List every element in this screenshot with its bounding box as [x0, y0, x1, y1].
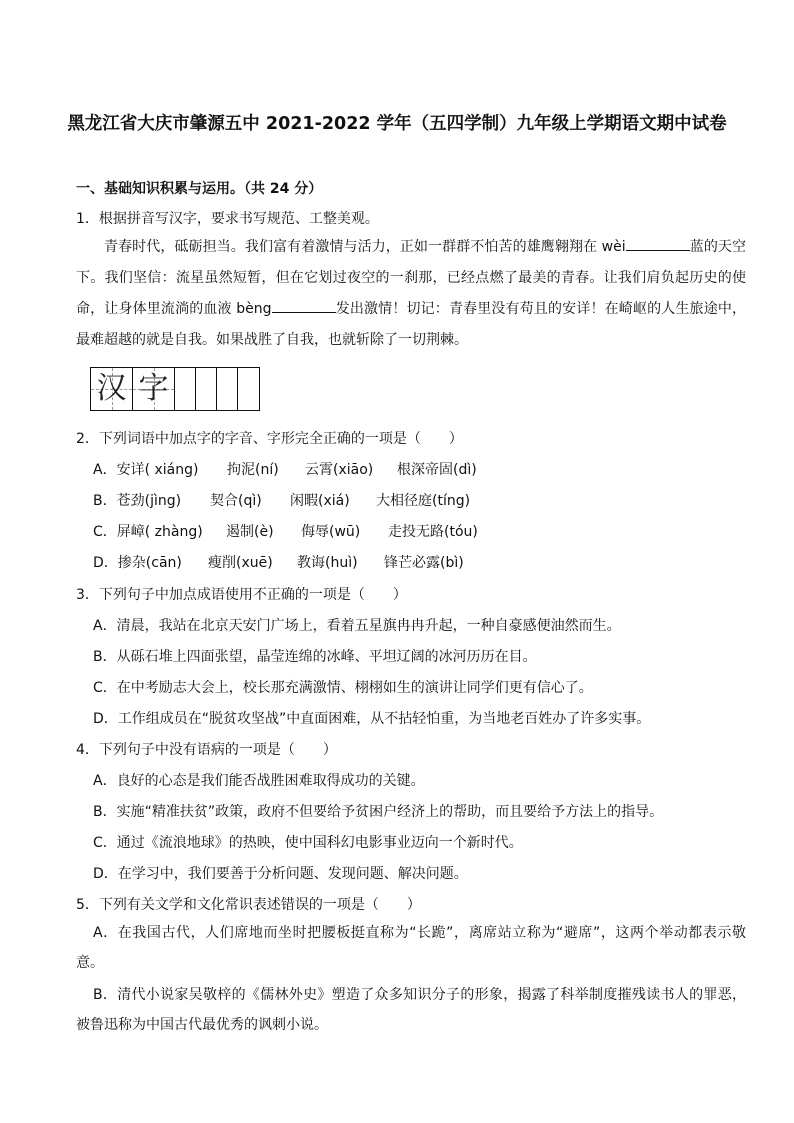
question-2-option-a — [93, 459, 477, 479]
option-word: 走投无路(tóu) — [388, 524, 478, 540]
option-word: 闲暇(xiá) — [290, 493, 350, 509]
writing-grid — [90, 367, 260, 411]
question-3-option-b: B．从砾石堆上四面张望，晶莹连绵的冰峰、平坦辽阔的冰河历历在目。 — [93, 649, 537, 665]
option-word: 根深帝固(dì) — [397, 462, 477, 478]
question-4-option-a: A．良好的心态是我们能否战胜困难取得成功的关键。 — [93, 773, 425, 789]
question-4-stem: 4．下列句子中没有语病的一项是（ ） — [76, 742, 337, 758]
page-title: 黑龙江省大庆市肇源五中 2021-2022 学年（五四学制）九年级上学期语文期中试卷 — [67, 114, 727, 134]
grid-char: 字 — [138, 371, 169, 406]
question-1-passage — [76, 232, 746, 356]
option-word: B．苍劲(jìng) — [93, 493, 182, 509]
question-2-option-b — [93, 490, 470, 510]
question-2-option-c — [93, 521, 478, 541]
question-4-option-c: C．通过《流浪地球》的热映，使中国科幻电影事业迈向一个新时代。 — [93, 835, 523, 851]
grid-cell — [133, 368, 175, 410]
question-3-option-c: C．在中考励志大会上，校长那充满激情、栩栩如生的演讲让同学们更有信心了。 — [93, 680, 593, 696]
option-word: 大相径庭(tíng) — [376, 493, 471, 509]
question-3-option-a: A．清晨，我站在北京天安门广场上，看着五星旗冉冉升起，一种自豪感便油然而生。 — [93, 618, 621, 634]
option-word: 契合(qì) — [210, 493, 262, 509]
question-2-stem: 2．下列词语中加点字的字音、字形完全正确的一项是（ ） — [76, 431, 463, 447]
grid-cell — [238, 368, 259, 410]
option-word: 遏制(è) — [226, 524, 274, 540]
option-word: 拘泥(ní) — [227, 462, 279, 478]
question-3-stem: 3．下列句子中加点成语使用不正确的一项是（ ） — [76, 587, 407, 603]
option-word: D．掺杂(cān) — [93, 555, 182, 571]
question-4-option-d: D．在学习中，我们要善于分析问题、发现问题、解决问题。 — [93, 866, 468, 882]
option-word: 教诲(huì) — [297, 555, 358, 571]
grid-cell — [217, 368, 238, 410]
question-1-stem: 1．根据拼音写汉字，要求书写规范、工整美观。 — [76, 211, 379, 227]
option-word: 侮辱(wū) — [301, 524, 361, 540]
option-word: 瘦削(xuē) — [208, 555, 273, 571]
question-5-option-b: B．清代小说家吴敬梓的《儒林外史》塑造了众多知识分子的形象，揭露了科举制度摧残读书人的罪恶，被鲁迅称为中国古代最优秀的讽刺小说。 — [76, 987, 746, 1033]
answer-blank-1[interactable] — [626, 236, 690, 251]
grid-cell — [196, 368, 217, 410]
option-word: 锋芒必露(bì) — [384, 555, 464, 571]
question-4-option-b: B．实施“精准扶贫”政策，政府不但要给予贫困户经济上的帮助，而且要给予方法上的指导。 — [93, 804, 664, 820]
section-heading: 一、基础知识积累与运用。（共 24 分） — [76, 181, 323, 197]
grid-char: 汉 — [96, 371, 127, 406]
passage-part-3: 发出激情！切记：青春里没有苟且的安详！在崎岖的人生旅途中，最难超越的就是自我。如果战胜了自我，也就斩除了一切荆棘。 — [76, 301, 747, 348]
question-3-option-d: D．工作组成员在“脱贫攻坚战”中直面困难，从不拈轻怕重，为当地老百姓办了许多实事。 — [93, 711, 651, 727]
option-word: C．屏嶂( zhàng) — [93, 524, 203, 540]
answer-blank-2[interactable] — [272, 298, 336, 313]
passage-part-2: 蓝的天空下。我们坚信：流星虽然短暂，但在它划过夜空的一刹那，已经点燃了最美的青春。让我们肩负起历史的使命，让身体里流淌的血液 bèng — [76, 239, 746, 317]
passage-part-1: 青春时代，砥砺担当。我们富有着激情与活力，正如一群群不怕苦的雄鹰翱翔在 wèi — [104, 239, 626, 255]
grid-cell — [91, 368, 133, 410]
question-5-option-a: A．在我国古代，人们席地而坐时把腰板挺直称为“长跪”，离席站立称为“避席”，这两个举动都表示敬意。 — [76, 925, 746, 971]
question-5-stem: 5．下列有关文学和文化常识表述错误的一项是（ ） — [76, 897, 421, 913]
option-word: A．安详( xiáng) — [93, 462, 199, 478]
option-word: 云霄(xiāo) — [305, 462, 374, 478]
grid-cell — [175, 368, 196, 410]
question-2-option-d — [93, 552, 464, 572]
